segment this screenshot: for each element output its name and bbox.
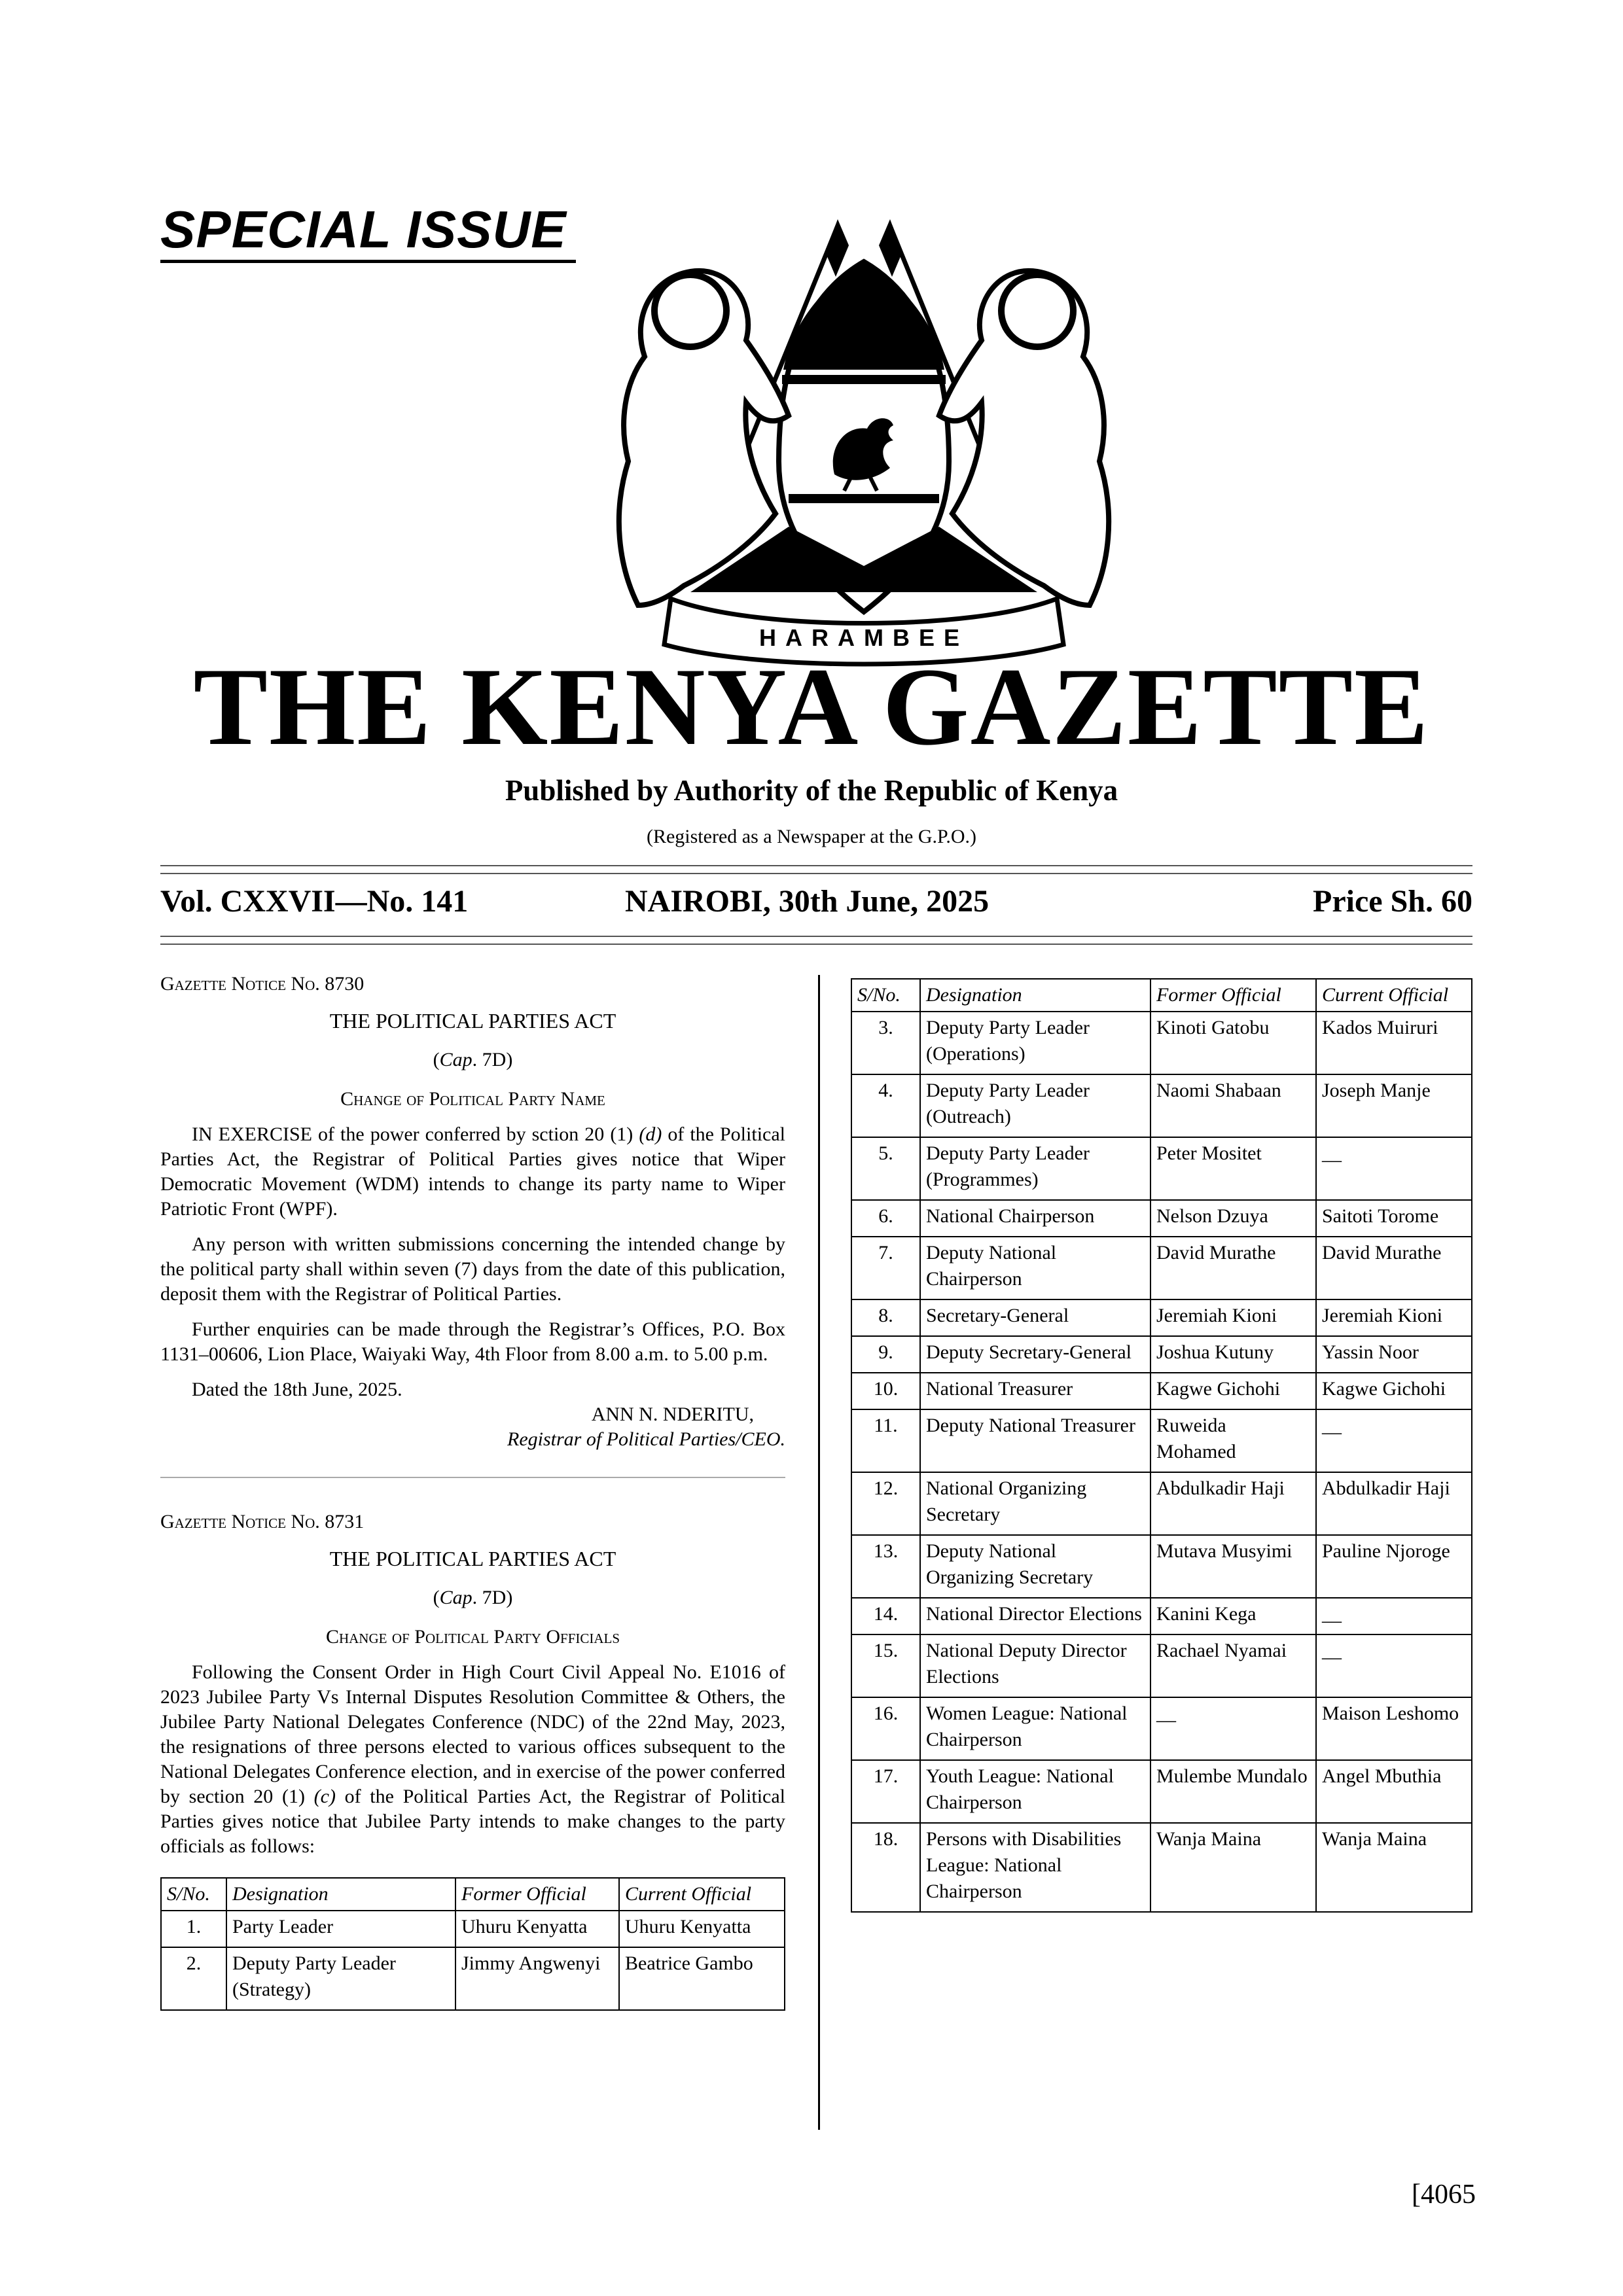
- table-header-cell: Current Official: [1316, 979, 1472, 1012]
- notice-separator: [160, 1477, 785, 1478]
- table-row: [851, 1137, 1472, 1200]
- table-row: [851, 1697, 1472, 1760]
- current-official-cell: Saitoti Torome: [1316, 1200, 1472, 1237]
- current-official-cell: __: [1316, 1409, 1472, 1472]
- designation-cell: Women League: National Chairperson: [920, 1697, 1150, 1760]
- serial-number-cell: 8.: [851, 1299, 920, 1336]
- former-official-cell: Jimmy Angwenyi: [455, 1947, 619, 2010]
- former-official-cell: Mulembe Mundalo: [1150, 1760, 1316, 1823]
- left-column: [160, 972, 785, 2011]
- dated-line: Dated the 18th June, 2025.: [192, 1379, 402, 1400]
- designation-cell: National Deputy Director Elections: [920, 1634, 1150, 1697]
- serial-number-cell: 2.: [161, 1947, 226, 2010]
- current-official-cell: Joseph Manje: [1316, 1074, 1472, 1137]
- serial-number-cell: 12.: [851, 1472, 920, 1535]
- designation-cell: Youth League: National Chairperson: [920, 1760, 1150, 1823]
- right-column: [851, 978, 1472, 1913]
- serial-number-cell: 15.: [851, 1634, 920, 1697]
- former-official-cell: Kanini Kega: [1150, 1598, 1316, 1634]
- serial-number-cell: 7.: [851, 1237, 920, 1299]
- officials-table-part2: [851, 978, 1472, 1913]
- special-issue-label: SPECIAL ISSUE: [160, 200, 576, 263]
- table-row: [851, 1598, 1472, 1634]
- table-row: [851, 1012, 1472, 1074]
- former-official-cell: Kagwe Gichohi: [1150, 1373, 1316, 1409]
- serial-number-cell: 3.: [851, 1012, 920, 1074]
- table-row: [851, 1074, 1472, 1137]
- former-official-cell: Naomi Shabaan: [1150, 1074, 1316, 1137]
- current-official-cell: Maison Leshomo: [1316, 1697, 1472, 1760]
- table-header-cell: S/No.: [851, 979, 920, 1012]
- current-official-cell: Beatrice Gambo: [619, 1947, 785, 2010]
- designation-cell: Deputy National Organizing Secretary: [920, 1535, 1150, 1598]
- current-official-cell: Pauline Njoroge: [1316, 1535, 1472, 1598]
- act-title: THE POLITICAL PARTIES ACT: [329, 1547, 616, 1570]
- notice-number: Gazette Notice No. 8731: [160, 1511, 365, 1532]
- table-row: [161, 1911, 785, 1947]
- serial-number-cell: 5.: [851, 1137, 920, 1200]
- serial-number-cell: 1.: [161, 1911, 226, 1947]
- act-title: THE POLITICAL PARTIES ACT: [329, 1009, 616, 1033]
- table-row: [851, 1472, 1472, 1535]
- motto-text: HARAMBEE: [758, 624, 969, 651]
- former-official-cell: Joshua Kutuny: [1150, 1336, 1316, 1373]
- table-row: [851, 1823, 1472, 1912]
- current-official-cell: __: [1316, 1634, 1472, 1697]
- signatory-title: Registrar of Political Parties/CEO.: [507, 1428, 785, 1450]
- serial-number-cell: 14.: [851, 1598, 920, 1634]
- serial-number-cell: 13.: [851, 1535, 920, 1598]
- current-official-cell: Angel Mbuthia: [1316, 1760, 1472, 1823]
- serial-number-cell: 4.: [851, 1074, 920, 1137]
- cap-reference: (Cap. 7D): [433, 1587, 513, 1608]
- current-official-cell: __: [1316, 1598, 1472, 1634]
- designation-cell: National Treasurer: [920, 1373, 1150, 1409]
- designation-cell: Deputy Party Leader (Outreach): [920, 1074, 1150, 1137]
- current-official-cell: Kados Muiruri: [1316, 1012, 1472, 1074]
- issue-line: [160, 883, 1472, 936]
- table-header-cell: Former Official: [1150, 979, 1316, 1012]
- former-official-cell: Jeremiah Kioni: [1150, 1299, 1316, 1336]
- notice-heading: Change of Political Party Name: [340, 1088, 605, 1110]
- current-official-cell: Kagwe Gichohi: [1316, 1373, 1472, 1409]
- former-official-cell: Kinoti Gatobu: [1150, 1012, 1316, 1074]
- masthead-title: THE KENYA GAZETTE: [193, 645, 1430, 768]
- serial-number-cell: 17.: [851, 1760, 920, 1823]
- notice-heading: Change of Political Party Officials: [325, 1626, 620, 1648]
- signatory-name: ANN N. NDERITU,: [591, 1404, 754, 1425]
- designation-cell: Deputy Party Leader (Operations): [920, 1012, 1150, 1074]
- table-row: [851, 1373, 1472, 1409]
- coat-of-arms-icon: [592, 200, 1135, 671]
- current-official-cell: Uhuru Kenyatta: [619, 1911, 785, 1947]
- table-row: [851, 1299, 1472, 1336]
- table-header-cell: Designation: [226, 1878, 455, 1911]
- former-official-cell: __: [1150, 1697, 1316, 1760]
- former-official-cell: Mutava Musyimi: [1150, 1535, 1316, 1598]
- current-official-cell: Yassin Noor: [1316, 1336, 1472, 1373]
- current-official-cell: Wanja Maina: [1316, 1823, 1472, 1912]
- designation-cell: Party Leader: [226, 1911, 455, 1947]
- designation-cell: Deputy Party Leader (Strategy): [226, 1947, 455, 2010]
- table-header-row: [851, 979, 1472, 1012]
- column-divider: [818, 975, 820, 2130]
- published-by: Published by Authority of the Republic of Kenya: [505, 774, 1118, 807]
- designation-cell: Deputy National Chairperson: [920, 1237, 1150, 1299]
- former-official-cell: Abdulkadir Haji: [1150, 1472, 1316, 1535]
- page-number: [4065: [1412, 2180, 1476, 2210]
- price: Price Sh. 60: [1313, 884, 1472, 919]
- former-official-cell: Rachael Nyamai: [1150, 1634, 1316, 1697]
- table-header-cell: Current Official: [619, 1878, 785, 1911]
- cap-reference: (Cap. 7D): [433, 1049, 513, 1070]
- table-header-cell: Former Official: [455, 1878, 619, 1911]
- place-date: NAIROBI, 30th June, 2025: [625, 884, 990, 919]
- table-row: [851, 1237, 1472, 1299]
- table-header-cell: S/No.: [161, 1878, 226, 1911]
- notice-paragraph: Following the Consent Order in High Court Civil Appeal No. E1016 of 2023 Jubilee Party Vs Internal Disputes Resolution Committee & Others, the Jubilee Party National Delegates Conference (NDC) of the 22nd May, 2023, the resignations of three persons elected to various offices subsequent to the National Delegates Conference election, and in exercise of the power conferred by section 20 (1) (c) of the Political Parties Act, the Registrar of Political Parties gives notice that Jubilee Party intends to make changes to the party officials as follows:: [160, 1661, 785, 1857]
- table-row: [161, 1947, 785, 2010]
- table-row: [851, 1409, 1472, 1472]
- former-official-cell: Uhuru Kenyatta: [455, 1911, 619, 1947]
- serial-number-cell: 10.: [851, 1373, 920, 1409]
- designation-cell: Deputy Party Leader (Programmes): [920, 1137, 1150, 1200]
- serial-number-cell: 9.: [851, 1336, 920, 1373]
- current-official-cell: Jeremiah Kioni: [1316, 1299, 1472, 1336]
- serial-number-cell: 6.: [851, 1200, 920, 1237]
- notice-paragraph: Further enquiries can be made through the Registrar’s Offices, P.O. Box 1131–00606, Lion Place, Waiyaki Way, 4th Floor from 8.00 a.m. to 5.00 p.m.: [160, 1318, 785, 1365]
- officials-table-part1: [160, 1877, 785, 2011]
- serial-number-cell: 11.: [851, 1409, 920, 1472]
- table-row: [851, 1634, 1472, 1697]
- designation-cell: Persons with Disabilities League: National Chairperson: [920, 1823, 1150, 1912]
- serial-number-cell: 18.: [851, 1823, 920, 1912]
- designation-cell: National Director Elections: [920, 1598, 1150, 1634]
- volume-number: Vol. CXXVII—No. 141: [160, 884, 469, 919]
- table-row: [851, 1760, 1472, 1823]
- header-rule-top: [160, 865, 1472, 874]
- current-official-cell: Abdulkadir Haji: [1316, 1472, 1472, 1535]
- designation-cell: National Chairperson: [920, 1200, 1150, 1237]
- notice-paragraph: Any person with written submissions concerning the intended change by the political party shall within seven (7) days from the date of this publication, deposit them with the Registrar of Political Parties.: [160, 1233, 785, 1305]
- designation-cell: National Organizing Secretary: [920, 1472, 1150, 1535]
- current-official-cell: David Murathe: [1316, 1237, 1472, 1299]
- former-official-cell: Wanja Maina: [1150, 1823, 1316, 1912]
- header-rule-bottom: [160, 936, 1472, 945]
- notice-paragraph: IN EXERCISE of the power conferred by sction 20 (1) (d) of the Political Parties Act, the Registrar of Political Parties gives notice that Wiper Democratic Movement (WDM) intends to change its party name to Wiper Patriotic Front (WPF).: [160, 1123, 785, 1220]
- former-official-cell: Ruweida Mohamed: [1150, 1409, 1316, 1472]
- table-row: [851, 1336, 1472, 1373]
- designation-cell: Deputy Secretary-General: [920, 1336, 1150, 1373]
- former-official-cell: Peter Mositet: [1150, 1137, 1316, 1200]
- table-row: [851, 1200, 1472, 1237]
- designation-cell: Deputy National Treasurer: [920, 1409, 1150, 1472]
- table-row: [851, 1535, 1472, 1598]
- serial-number-cell: 16.: [851, 1697, 920, 1760]
- designation-cell: Secretary-General: [920, 1299, 1150, 1336]
- current-official-cell: __: [1316, 1137, 1472, 1200]
- registration-note: (Registered as a Newspaper at the G.P.O.): [646, 826, 976, 847]
- notice-number: Gazette Notice No. 8730: [160, 973, 365, 995]
- former-official-cell: Nelson Dzuya: [1150, 1200, 1316, 1237]
- table-header-cell: Designation: [920, 979, 1150, 1012]
- former-official-cell: David Murathe: [1150, 1237, 1316, 1299]
- table-header-row: [161, 1878, 785, 1911]
